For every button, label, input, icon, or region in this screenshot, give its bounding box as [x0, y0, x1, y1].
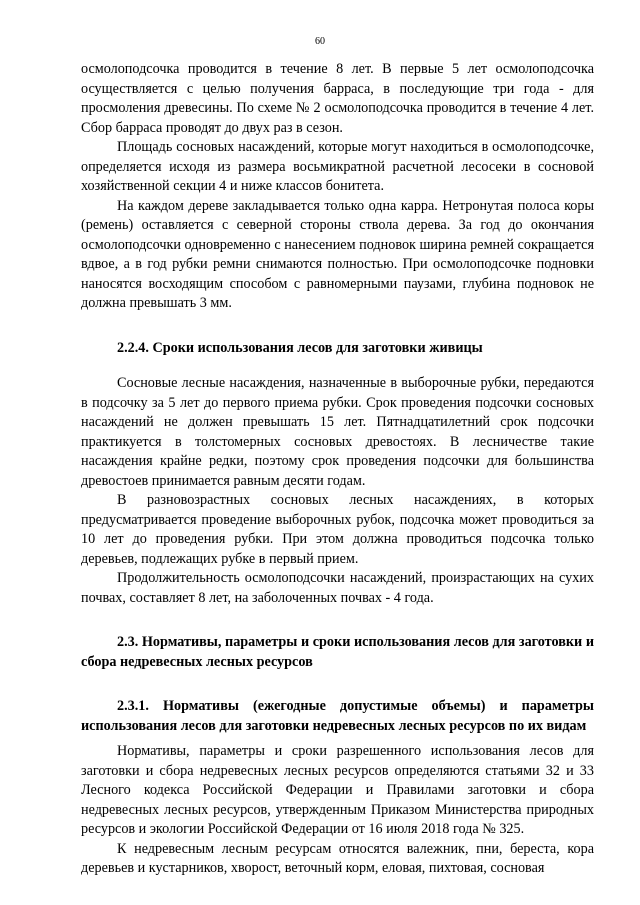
- spacer: [81, 358, 594, 374]
- page-content: [81, 60, 594, 879]
- paragraph: На каждом дереве закладывается только одна карра. Нетронутая полоса коры (ремень) оставляется с северной стороны ствола дерева. За год до окончания осмолоподсочки одновременно с нанесением подновок ширина ремней сокращается вдвое, а в год рубки ремни снимаются полностью. При осмолоподсочке подновки наносятся восходящим способом с равномерными паузами, глубина подновок не должна превышать 3 мм.: [81, 197, 594, 311]
- paragraph: В разновозрастных сосновых лесных насаждениях, в которых предусматривается проведение выборочных рубок, подсочка может проводиться за 10 лет до проведения рубки. При этом должна проводиться подсочка только деревьев, подлежащих рубке в первый прием.: [81, 492, 594, 567]
- paragraph: К недревесным лесным ресурсам относятся валежник, пни, береста, кора деревьев и кустарников, хворост, веточный корм, еловая, пихтовая, сосновая: [81, 840, 594, 876]
- page-number: 60: [315, 36, 325, 47]
- paragraph: осмолоподсочка проводится в течение 8 лет. В первые 5 лет осмолоподсочка осуществляется с целью получения барраса, в последующие три года - для просмоления древесины. По схеме № 2 осмолоподсочка проводится в течение 4 лет. Сбор барраса проводят до двух раз в сезон.: [81, 61, 594, 136]
- section-heading-2-2-4: 2.2.4. Сроки использования лесов для заготовки живицы: [117, 339, 483, 356]
- paragraph: Площадь сосновых насаждений, которые могут находиться в осмолоподсочке, определяется исходя из размера восьмикратной расчетной лесосеки в сосновой хозяйственной секции 4 и ниже классов бонитета.: [81, 139, 594, 194]
- paragraph: Сосновые лесные насаждения, назначенные в выборочные рубки, передаются в подсочку за 5 лет до первого приема рубки. Срок проведения подсочки сосновых насаждений не должен превышать 15 лет. Пятнадцатилетний срок подсочки практикуется в толстомерных сосновых древостоях. В лесничестве такие насаждения крайне редки, поэтому срок проведения подсочки для большинства древостоев принимается равным десяти годам.: [81, 375, 594, 489]
- spacer: [81, 314, 594, 339]
- section-heading-2-3-1: 2.3.1. Нормативы (ежегодные допустимые объемы) и параметры использования лесов для заготовки недревесных лесных ресурсов по их видам: [81, 698, 594, 734]
- spacer: [81, 608, 594, 633]
- paragraph: Нормативы, параметры и сроки разрешенного использования лесов для заготовки и сбора недревесных лесных ресурсов определяются статьями 32 и 33 Лесного кодекса Российской Федерации и Правилами заготовки и сбора недревесных лесных ресурсов, утвержденным Приказом Министерства природных ресурсов и экологии Российской Федерации от 16 июля 2018 года № 325.: [81, 743, 594, 837]
- section-heading-2-3: 2.3. Нормативы, параметры и сроки использования лесов для заготовки и сбора недревесных лесных ресурсов: [81, 634, 594, 670]
- spacer: [81, 672, 594, 697]
- paragraph: Продолжительность осмолоподсочки насаждений, произрастающих на сухих почвах, составляет 8 лет, на заболоченных почвах - 4 года.: [81, 570, 594, 606]
